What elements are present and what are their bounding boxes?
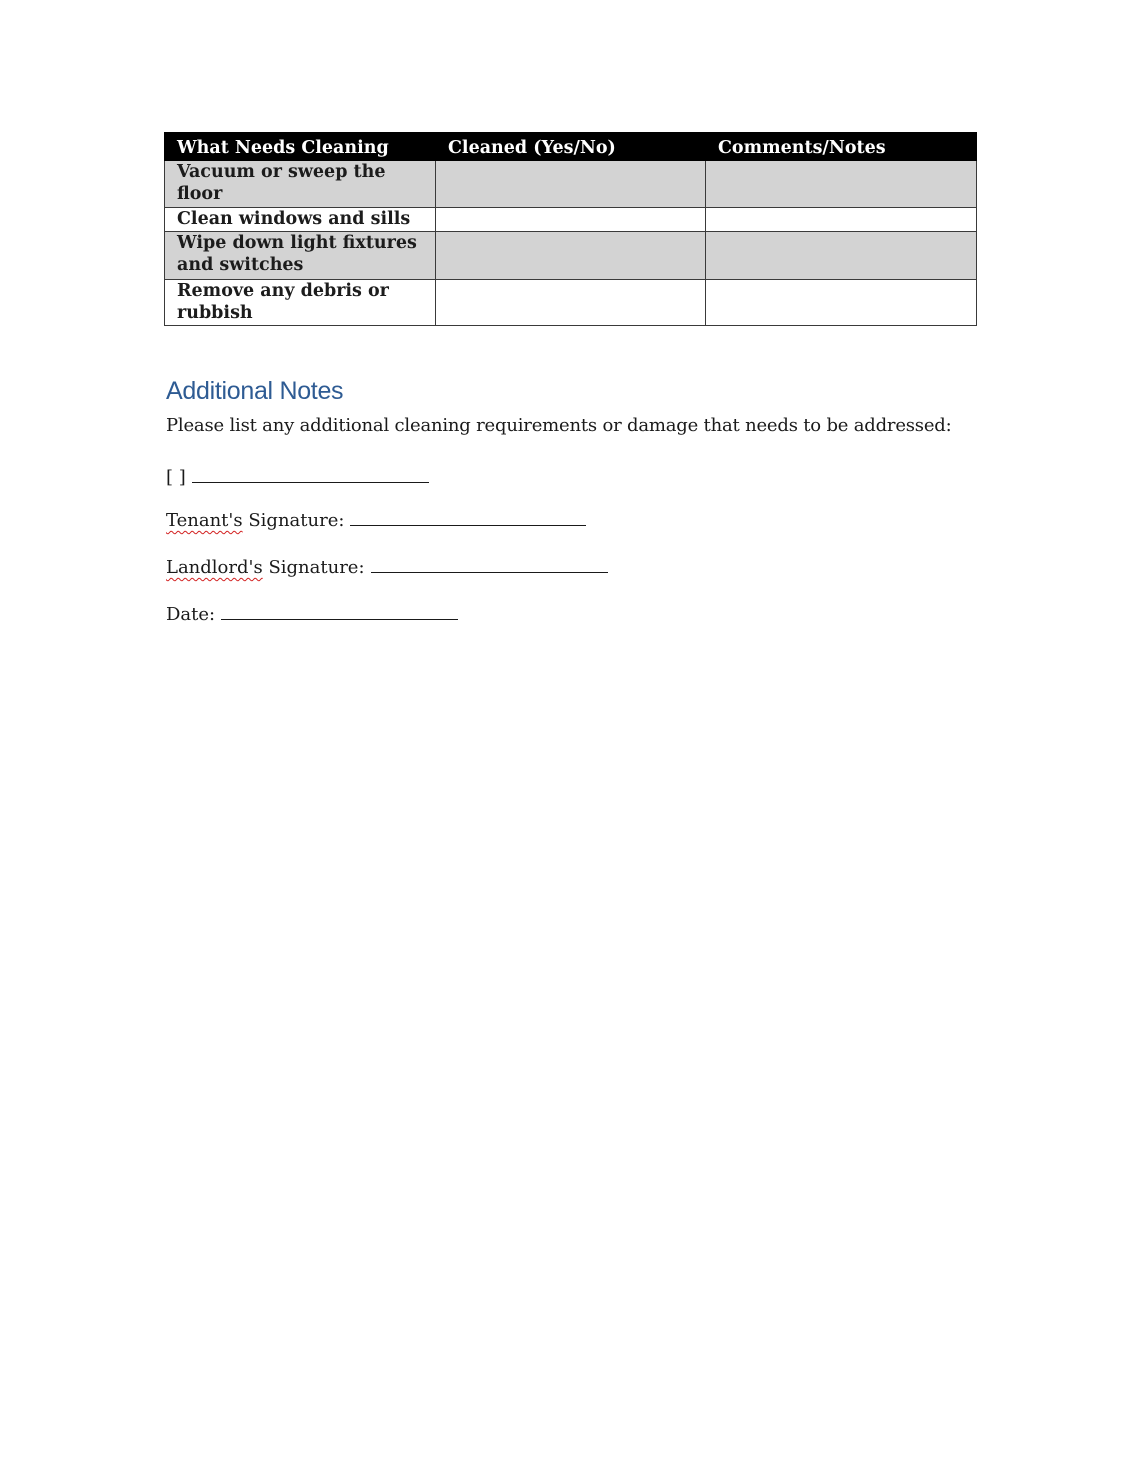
landlord-word: Landlord's xyxy=(166,557,263,578)
column-header-comments: Comments/Notes xyxy=(706,133,977,161)
task-cell: Remove any debris or rubbish xyxy=(165,280,436,326)
date-line xyxy=(166,601,458,625)
checkbox-marker[interactable]: [ ] xyxy=(166,467,186,488)
additional-notes-intro: Please list any additional cleaning requirements or damage that needs to be addressed: xyxy=(166,415,952,436)
tenant-signature-label: Signature: xyxy=(242,510,345,531)
task-cell: Clean windows and sills xyxy=(165,208,436,232)
cleaned-cell[interactable] xyxy=(436,280,706,326)
column-header-task: What Needs Cleaning xyxy=(165,133,436,161)
landlord-signature-blank[interactable] xyxy=(371,554,608,573)
comments-cell[interactable] xyxy=(706,232,977,280)
table-row xyxy=(165,208,977,232)
table-header-row xyxy=(165,133,977,161)
table-row xyxy=(165,232,977,280)
table-row xyxy=(165,280,977,326)
additional-item-blank[interactable] xyxy=(192,464,429,483)
date-blank[interactable] xyxy=(221,601,458,620)
column-header-cleaned: Cleaned (Yes/No) xyxy=(436,133,706,161)
landlord-signature-label: Signature: xyxy=(262,557,365,578)
landlord-signature-line xyxy=(166,554,608,578)
cleaned-cell[interactable] xyxy=(436,161,706,208)
tenant-signature-blank[interactable] xyxy=(350,507,586,526)
table-row xyxy=(165,161,977,208)
task-cell: Vacuum or sweep the floor xyxy=(165,161,436,208)
additional-notes-heading: Additional Notes xyxy=(166,377,344,405)
tenant-word: Tenant's xyxy=(166,510,243,531)
tenant-signature-line xyxy=(166,507,586,531)
cleaned-cell[interactable] xyxy=(436,232,706,280)
cleaning-checklist-table xyxy=(164,132,977,326)
additional-item-line xyxy=(166,464,429,488)
comments-cell[interactable] xyxy=(706,280,977,326)
comments-cell[interactable] xyxy=(706,161,977,208)
date-label: Date: xyxy=(166,604,216,625)
cleaned-cell[interactable] xyxy=(436,208,706,232)
task-cell: Wipe down light fixtures and switches xyxy=(165,232,436,280)
comments-cell[interactable] xyxy=(706,208,977,232)
